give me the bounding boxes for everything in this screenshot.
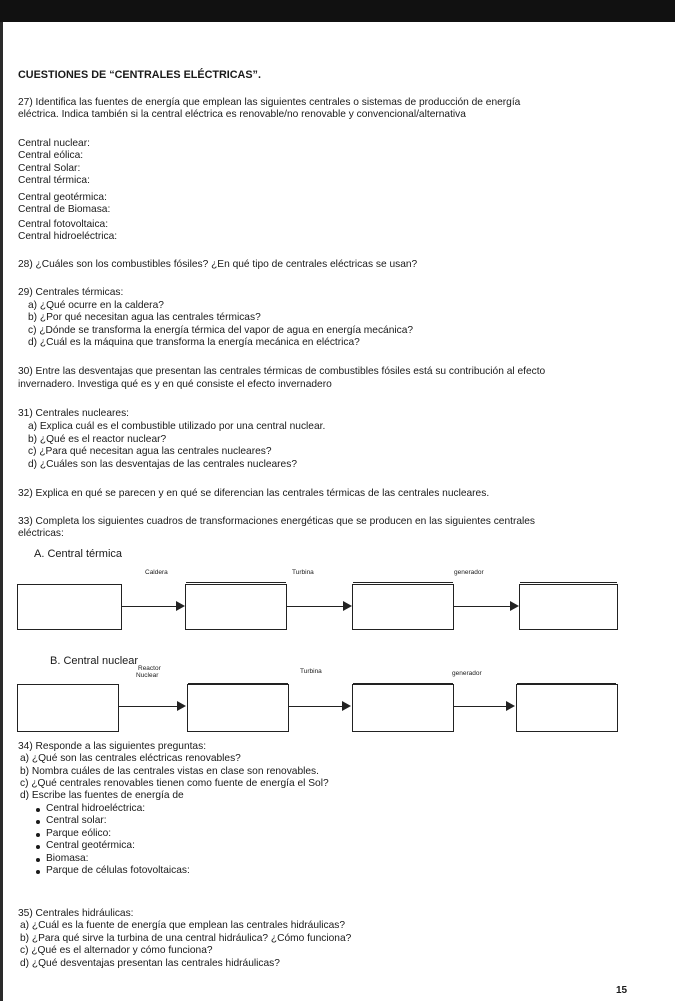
diagram-b-step-label: generador bbox=[452, 670, 482, 677]
bullet-icon bbox=[36, 858, 40, 862]
q34-heading: 34) Responde a las siguientes preguntas: bbox=[18, 741, 207, 752]
diagram-a-step-label: generador bbox=[454, 569, 484, 576]
q34-bullet-item: Central hidroeléctrica: bbox=[46, 803, 146, 814]
diagram-a-arrow-shaft bbox=[121, 606, 176, 607]
q30-line1: 30) Entre las desventajas que presentan las centrales térmicas de combustibles fósiles está su contribución al efecto bbox=[18, 366, 546, 377]
diagram-a-arrow-shaft bbox=[286, 606, 343, 607]
q34-bullet-item: Central geotérmica: bbox=[46, 840, 135, 851]
q34-bullet-item: Biomasa: bbox=[46, 853, 89, 864]
q34-item: b) Nombra cuáles de las centrales vistas en clase son renovables. bbox=[20, 766, 319, 777]
diagram-a-box[interactable] bbox=[17, 584, 122, 630]
q34-bullet-item: Central solar: bbox=[46, 815, 107, 826]
bullet-icon bbox=[36, 833, 40, 837]
bullet-icon bbox=[36, 808, 40, 812]
diagram-a-label: A. Central térmica bbox=[34, 548, 123, 560]
q35-item: d) ¿Qué desventajas presentan las centrales hidráulicas? bbox=[20, 958, 280, 969]
q27-line2: eléctrica. Indica también si la central eléctrica es renovable/no renovable y convencional/alternativa bbox=[18, 109, 466, 120]
q29-item: b) ¿Por qué necesitan agua las centrales térmicas? bbox=[28, 312, 261, 323]
q27-item: Central fotovoltaica: bbox=[18, 219, 109, 230]
q34-item: a) ¿Qué son las centrales eléctricas renovables? bbox=[20, 753, 241, 764]
q29-item: d) ¿Cuál es la máquina que transforma la energía mecánica en eléctrica? bbox=[28, 337, 360, 348]
q34-item: c) ¿Qué centrales renovables tienen como fuente de energía el Sol? bbox=[20, 778, 329, 789]
diagram-a-blank-line bbox=[520, 582, 617, 583]
diagram-a-arrow-shaft bbox=[453, 606, 510, 607]
diagram-a-box[interactable] bbox=[519, 584, 618, 630]
diagram-b-arrow-shaft bbox=[453, 706, 506, 707]
q31-item: a) Explica cuál es el combustible utilizado por una central nuclear. bbox=[28, 421, 326, 432]
diagram-a-box[interactable] bbox=[185, 584, 287, 630]
q30-line2: invernadero. Investiga qué es y en qué consiste el efecto invernadero bbox=[18, 379, 332, 390]
q31-item: d) ¿Cuáles son las desventajas de las centrales nucleares? bbox=[28, 459, 297, 470]
diagram-a-box[interactable] bbox=[352, 584, 454, 630]
diagram-b-arrow-shaft bbox=[288, 706, 342, 707]
q31-heading: 31) Centrales nucleares: bbox=[18, 408, 129, 419]
q35-item: c) ¿Qué es el alternador y cómo funciona? bbox=[20, 945, 213, 956]
diagram-b-box[interactable] bbox=[187, 684, 289, 732]
diagram-b-step-label: Reactor bbox=[138, 665, 161, 672]
q28-text: 28) ¿Cuáles son los combustibles fósiles? ¿En qué tipo de centrales eléctricas se usan? bbox=[18, 259, 418, 270]
q27-item: Central Solar: bbox=[18, 163, 81, 174]
q34-bullet-item: Parque de células fotovoltaicas: bbox=[46, 865, 190, 876]
diagram-b-box[interactable] bbox=[352, 684, 454, 732]
bullet-icon bbox=[36, 870, 40, 874]
q29-item: a) ¿Qué ocurre en la caldera? bbox=[28, 300, 164, 311]
q35-heading: 35) Centrales hidráulicas: bbox=[18, 908, 134, 919]
page-number: 15 bbox=[616, 985, 628, 996]
arrow-right-icon bbox=[506, 701, 515, 711]
q27-item: Central geotérmica: bbox=[18, 192, 107, 203]
q33-line1: 33) Completa los siguientes cuadros de transformaciones energéticas que se producen en las siguientes centrales bbox=[18, 516, 536, 527]
diagram-a-blank-line bbox=[186, 582, 286, 583]
q29-item: c) ¿Dónde se transforma la energía térmica del vapor de agua en energía mecánica? bbox=[28, 325, 414, 336]
arrow-right-icon bbox=[343, 601, 352, 611]
left-edge bbox=[0, 22, 3, 1001]
diagram-b-box[interactable] bbox=[17, 684, 119, 732]
q27-item: Central hidroeléctrica: bbox=[18, 231, 118, 242]
diagram-b-step-label: Nuclear bbox=[136, 672, 159, 679]
bullet-icon bbox=[36, 820, 40, 824]
q35-item: b) ¿Para qué sirve la turbina de una central hidráulica? ¿Cómo funciona? bbox=[20, 933, 352, 944]
top-bar bbox=[0, 0, 675, 22]
q27-item: Central nuclear: bbox=[18, 138, 90, 149]
q27-line1: 27) Identifica las fuentes de energía que emplean las siguientes centrales o sistemas de producción de energía bbox=[18, 97, 521, 108]
q32-text: 32) Explica en qué se parecen y en qué se diferencian las centrales térmicas de las centrales nucleares. bbox=[18, 488, 490, 499]
arrow-right-icon bbox=[342, 701, 351, 711]
q31-item: c) ¿Para qué necesitan agua las centrales nucleares? bbox=[28, 446, 272, 457]
diagram-b-box[interactable] bbox=[516, 684, 618, 732]
q33-line2: eléctricas: bbox=[18, 528, 64, 539]
diagram-a-step-label: Caldera bbox=[145, 569, 168, 576]
q27-item: Central de Biomasa: bbox=[18, 204, 111, 215]
q34-bullet-item: Parque eólico: bbox=[46, 828, 112, 839]
diagram-a-step-label: Turbina bbox=[292, 569, 314, 576]
q29-heading: 29) Centrales térmicas: bbox=[18, 287, 124, 298]
diagram-b-label: B. Central nuclear bbox=[50, 655, 139, 667]
diagram-b-arrow-shaft bbox=[118, 706, 177, 707]
diagram-b-step-label: Turbina bbox=[300, 668, 322, 675]
q27-item: Central térmica: bbox=[18, 175, 90, 186]
diagram-a-blank-line bbox=[353, 582, 453, 583]
q27-item: Central eólica: bbox=[18, 150, 84, 161]
page-title: CUESTIONES DE “CENTRALES ELÉCTRICAS”. bbox=[18, 69, 261, 81]
arrow-right-icon bbox=[510, 601, 519, 611]
q31-item: b) ¿Qué es el reactor nuclear? bbox=[28, 434, 167, 445]
q34-item: d) Escribe las fuentes de energía de bbox=[20, 790, 184, 801]
q35-item: a) ¿Cuál es la fuente de energía que emplean las centrales hidráulicas? bbox=[20, 920, 346, 931]
bullet-icon bbox=[36, 845, 40, 849]
arrow-right-icon bbox=[176, 601, 185, 611]
arrow-right-icon bbox=[177, 701, 186, 711]
